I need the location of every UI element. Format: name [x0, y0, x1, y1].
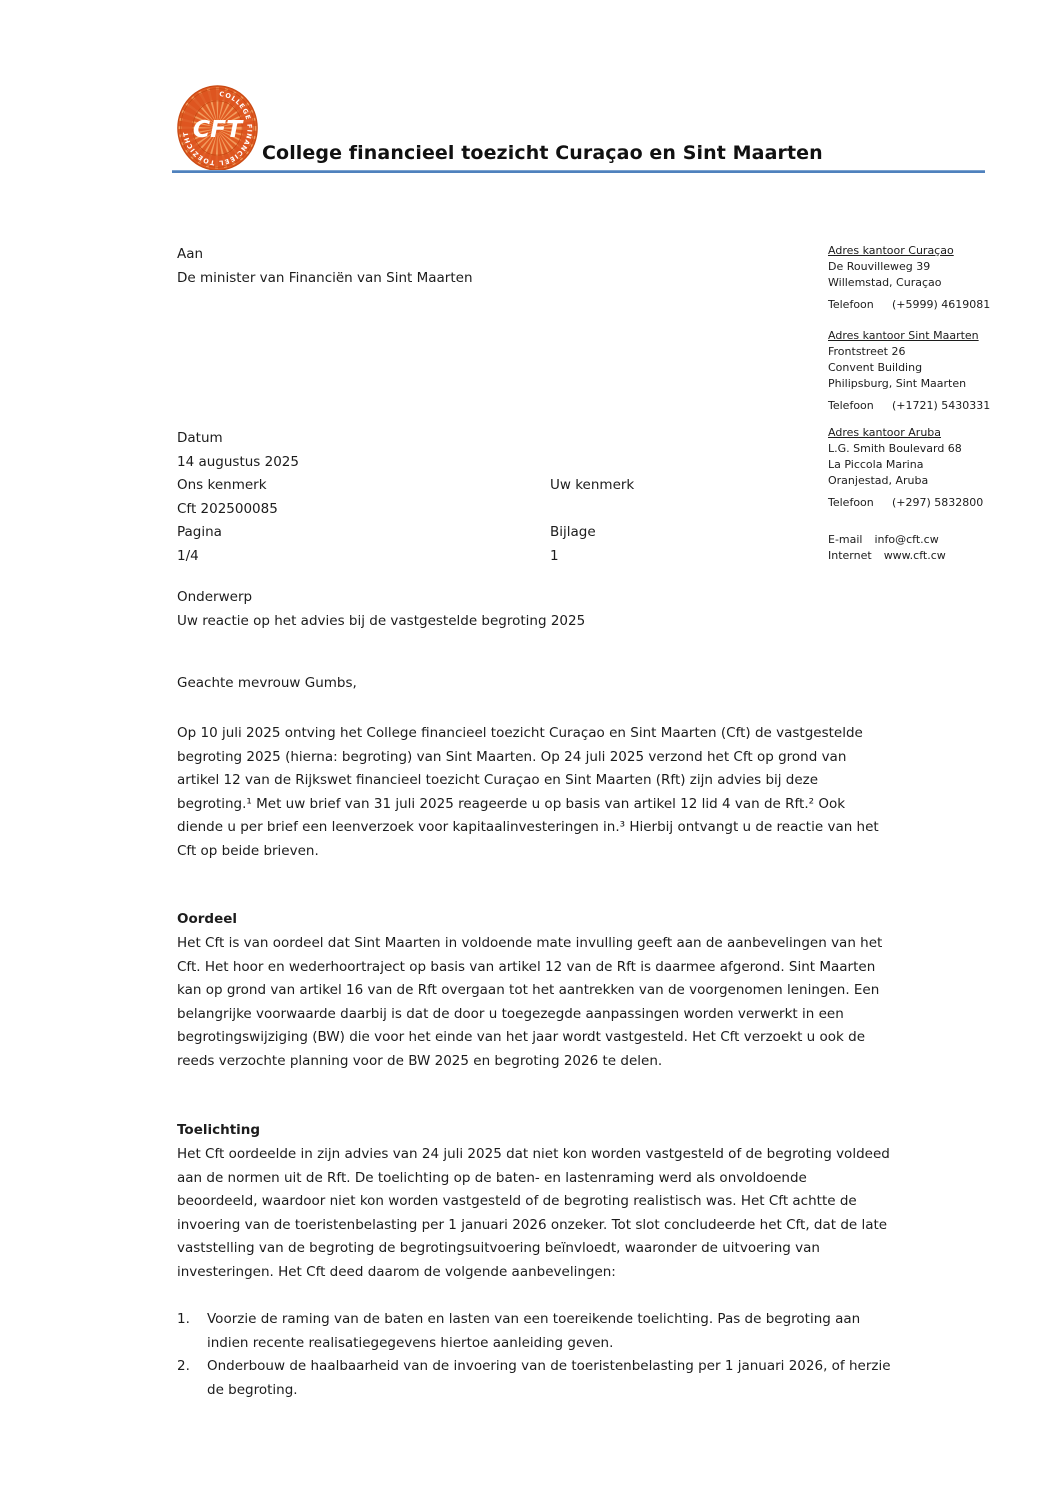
- address-line: Philipsburg, Sint Maarten: [828, 376, 967, 390]
- address-line: Frontstreet 26: [828, 344, 906, 358]
- internet-row: [828, 548, 1018, 564]
- phone-number: (+5999) 4619081: [892, 298, 991, 312]
- subject-label: Onderwerp: [177, 589, 253, 605]
- internet-value: www.cft.cw: [883, 548, 946, 562]
- toelichting-body: Het Cft oordeelde in zijn advies van 24 juli 2025 dat niet kon worden vastgesteld of de begroting voldeed aan de normen uit de Rft. De toelichting op de baten- en lastenraming werd als onvoldoende beoordeeld, waardoor niet kon worden vastgesteld of de begroting realistisch was. Het Cft achtte de invoering van de toeristenbelasting per 1 januari 2026 onzeker. Tot slot concludeerde het Cft, dat de late vaststelling van de begroting de begrotingsuitvoering beïnvloedt, waaronder de uitvoering van investeringen. Het Cft deed daarom de volgende aanbevelingen:: [177, 1146, 890, 1280]
- recipient-label: Aan: [177, 246, 204, 262]
- pagina-label: Pagina: [177, 524, 222, 540]
- email-label: E-mail: [828, 533, 863, 547]
- list-item-text: Voorzie de raming van de baten en lasten van een toereikende toelichting. Pas de begroting aan indien recente realisatiegegevens hiertoe aanleiding geven.: [207, 1311, 861, 1351]
- contact-sidebar: [828, 243, 1018, 564]
- list-item-text: Onderbouw de haalbaarheid van de invoering van de toeristenbelasting per 1 januari 2026, of herzie de begroting.: [207, 1358, 891, 1398]
- address-line: Oranjestad, Aruba: [828, 473, 929, 487]
- address-line: Willemstad, Curaçao: [828, 275, 942, 289]
- datum-value: 14 augustus 2025: [177, 453, 299, 470]
- subject-block: [177, 586, 891, 633]
- uw-kenmerk-value: [550, 498, 800, 522]
- address-heading-curacao: Adres kantoor Curaçao: [828, 244, 954, 257]
- org-title: College financieel toezicht Curaçao en Sint Maarten: [262, 142, 823, 164]
- list-item: [177, 1308, 891, 1355]
- uw-kenmerk-label: Uw kenmerk: [550, 477, 635, 493]
- oordeel-heading: Oordeel: [177, 911, 238, 927]
- email-value: info@cft.cw: [874, 533, 939, 547]
- list-item-number: 1.: [177, 1311, 190, 1327]
- phone-number: (+1721) 5430331: [892, 399, 991, 413]
- list-item: [177, 1355, 891, 1402]
- logo-abbr: CFT: [192, 114, 243, 143]
- intro-paragraph: Op 10 juli 2025 ontving het College financieel toezicht Curaçao en Sint Maarten (Cft) de vastgestelde begroting 2025 (hierna: begroting) van Sint Maarten. Op 24 juli 2025 verzond het Cft op grond van artikel 12 van de Rijkswet financieel toezicht Curaçao en Sint Maarten (Rft) zijn advies bij deze begroting.¹ Met uw brief van 31 juli 2025 reageerde u op basis van artikel 12 lid 4 van de Rft.² Ook diende u per brief een leenverzoek voor kapitaalinvesteringen in.³ Hierbij ontvangt u de reactie van het Cft op beide brieven.: [177, 725, 879, 859]
- ons-kenmerk-value: Cft 202500085: [177, 500, 278, 517]
- pagina-value: 1/4: [177, 547, 199, 564]
- bijlage-value: 1: [550, 547, 559, 564]
- phone-row-curacao: [828, 297, 1018, 313]
- address-line: Convent Building: [828, 360, 923, 374]
- phone-number: (+297) 5832800: [892, 496, 984, 510]
- recommendations-list: [177, 1308, 891, 1402]
- email-row: [828, 532, 1018, 548]
- recipient-block: [177, 243, 891, 290]
- phone-row-aruba: [828, 495, 1018, 511]
- phone-row-sint-maarten: [828, 398, 1018, 414]
- logo-ring-text: COLLEGE FINANCIEEL TOEZICHT: [181, 89, 254, 167]
- bijlage-label: Bijlage: [550, 524, 596, 540]
- address-line: La Piccola Marina: [828, 457, 924, 471]
- ons-kenmerk-label: Ons kenmerk: [177, 477, 267, 493]
- salutation: Geachte mevrouw Gumbs,: [177, 675, 357, 691]
- phone-label: Telefoon: [828, 496, 874, 510]
- datum-label: Datum: [177, 430, 223, 446]
- phone-label: Telefoon: [828, 298, 874, 312]
- list-item-number: 2.: [177, 1358, 190, 1374]
- cft-logo-icon: [177, 84, 258, 172]
- recipient-name: De minister van Financiën van Sint Maarten: [177, 269, 473, 286]
- address-line: L.G. Smith Boulevard 68: [828, 441, 962, 455]
- meta-right-column: [550, 474, 800, 568]
- address-line: De Rouvilleweg 39: [828, 259, 931, 273]
- oordeel-body: Het Cft is van oordeel dat Sint Maarten in voldoende mate invulling geeft aan de aanbevelingen van het Cft. Het hoor en wederhoortraject op basis van artikel 12 van de Rft is daarmee afgerond. Sint Maarten kan op grond van artikel 16 van de Rft overgaan tot het aantrekken van de voorgenomen leningen. Een belangrijke voorwaarde daarbij is dat de door u toegezegde aanpassingen worden verwerkt in een begrotingswijziging (BW) die voor het einde van het jaar wordt vastgesteld. Het Cft verzoekt u ook de reeds verzochte planning voor de BW 2025 en begroting 2026 te delen.: [177, 935, 883, 1069]
- phone-label: Telefoon: [828, 399, 874, 413]
- address-heading-sint-maarten: Adres kantoor Sint Maarten: [828, 329, 979, 343]
- meta-block: [177, 427, 891, 572]
- header-divider: [172, 170, 985, 173]
- subject-text: Uw reactie op het advies bij de vastgestelde begroting 2025: [177, 612, 586, 629]
- address-heading-aruba: Adres kantoor Aruba: [828, 426, 942, 440]
- toelichting-heading: Toelichting: [177, 1122, 261, 1138]
- internet-label: Internet: [828, 548, 872, 562]
